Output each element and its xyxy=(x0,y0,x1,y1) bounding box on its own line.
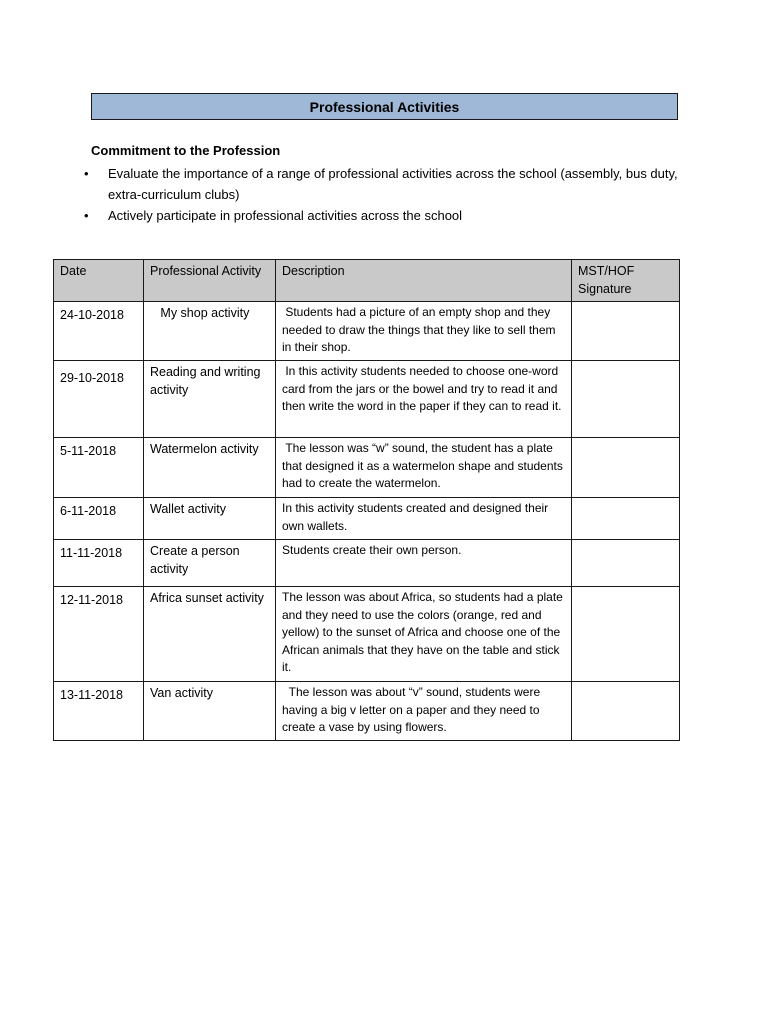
cell-activity: Wallet activity xyxy=(144,498,276,540)
cell-signature xyxy=(572,682,680,741)
cell-activity: My shop activity xyxy=(144,302,276,361)
bullet-icon: • xyxy=(84,166,89,181)
cell-description: The lesson was about “v” sound, students were having a big v letter on a paper and they need to create a vase by using flowers. xyxy=(276,682,572,741)
bullet-icon: • xyxy=(84,208,89,223)
header-description: Description xyxy=(276,260,572,302)
cell-activity: Watermelon activity xyxy=(144,438,276,498)
cell-signature xyxy=(572,498,680,540)
cell-signature xyxy=(572,361,680,438)
header-signature: MST/HOF Signature xyxy=(572,260,680,302)
document-title-text: Professional Activities xyxy=(309,98,460,115)
cell-signature xyxy=(572,438,680,498)
table-row xyxy=(54,302,680,361)
table-row xyxy=(54,682,680,741)
header-date: Date xyxy=(54,260,144,302)
cell-description: In this activity students created and designed their own wallets. xyxy=(276,498,572,540)
cell-date: 29-10-2018 xyxy=(54,361,144,438)
cell-description: Students had a picture of an empty shop and they needed to draw the things that they like to sell them in their shop. xyxy=(276,302,572,361)
cell-date: 11-11-2018 xyxy=(54,540,144,587)
cell-description: Students create their own person. xyxy=(276,540,572,587)
cell-description: The lesson was about Africa, so students had a plate and they need to use the colors (orange, red and yellow) to the sunset of Africa and choose one of the African animals that they have on the table and stick it. xyxy=(276,587,572,682)
cell-activity: Van activity xyxy=(144,682,276,741)
cell-signature xyxy=(572,302,680,361)
table-row xyxy=(54,438,680,498)
cell-activity: Reading and writing activity xyxy=(144,361,276,438)
cell-date: 5-11-2018 xyxy=(54,438,144,498)
table-row xyxy=(54,361,680,438)
header-activity: Professional Activity xyxy=(144,260,276,302)
table-row xyxy=(54,498,680,540)
cell-date: 6-11-2018 xyxy=(54,498,144,540)
objective-text: Actively participate in professional activities across the school xyxy=(108,208,463,223)
table-row xyxy=(54,587,680,682)
cell-signature xyxy=(572,540,680,587)
cell-date: 12-11-2018 xyxy=(54,587,144,682)
cell-signature xyxy=(572,587,680,682)
objective-item xyxy=(84,163,684,205)
objectives-list xyxy=(84,163,684,226)
cell-date: 13-11-2018 xyxy=(54,682,144,741)
cell-description: The lesson was “w” sound, the student has a plate that designed it as a watermelon shape and students had to create the watermelon. xyxy=(276,438,572,498)
objective-item xyxy=(84,205,684,226)
cell-activity: Create a person activity xyxy=(144,540,276,587)
activities-table xyxy=(53,259,680,741)
table-row xyxy=(54,540,680,587)
cell-date: 24-10-2018 xyxy=(54,302,144,361)
document-title xyxy=(91,93,678,120)
table-header-row xyxy=(54,260,680,302)
section-heading: Commitment to the Profession xyxy=(91,143,281,158)
cell-activity: Africa sunset activity xyxy=(144,587,276,682)
cell-description: In this activity students needed to choose one-word card from the jars or the bowel and try to read it and then write the word in the paper if they can to read it. xyxy=(276,361,572,438)
objective-text: Evaluate the importance of a range of professional activities across the school (assembly, bus duty, extra-curriculum clubs) xyxy=(108,166,678,202)
